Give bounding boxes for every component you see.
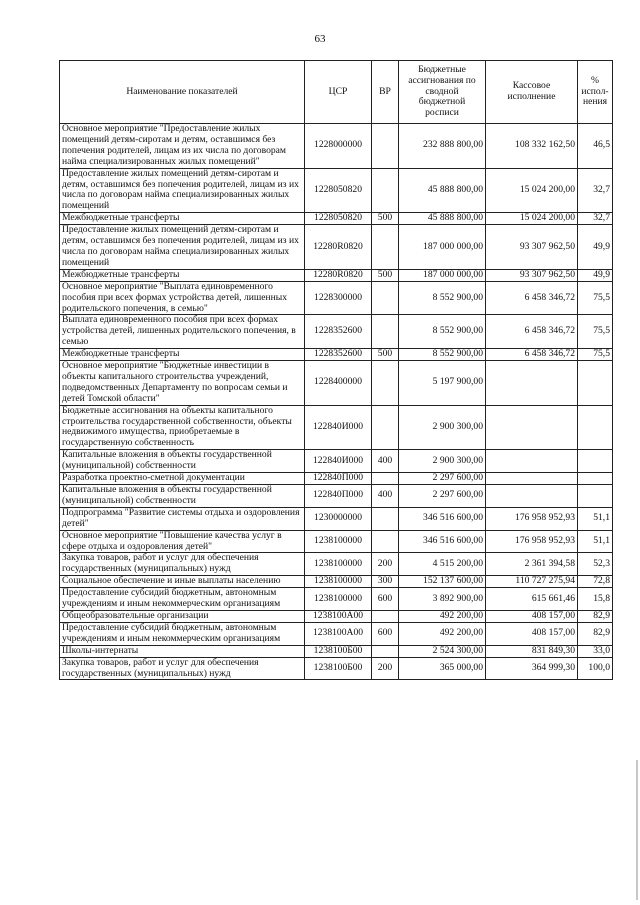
cell-name: Предоставление жилых помещений детям-сиротам и детям, оставшимся без попечения родителей, лицам из их числа по договорам найма специализированных жилых помещений <box>60 168 305 213</box>
cell-cash: 93 307 962,50 <box>486 269 578 281</box>
cell-budget: 5 197 900,00 <box>399 361 486 406</box>
cell-pct: 72,8 <box>578 576 613 588</box>
cell-budget: 2 297 600,00 <box>399 485 486 508</box>
cell-budget: 8 552 900,00 <box>399 349 486 361</box>
cell-cash <box>486 485 578 508</box>
cell-cash: 6 458 346,72 <box>486 349 578 361</box>
cell-pct: 33,0 <box>578 645 613 657</box>
cell-pct <box>578 485 613 508</box>
table-row <box>60 507 613 530</box>
cell-budget: 187 000 000,00 <box>399 225 486 270</box>
page-number: 63 <box>314 33 326 45</box>
cell-name: Школы-интернаты <box>60 645 305 657</box>
cell-budget: 2 900 300,00 <box>399 405 486 450</box>
budget-execution-table <box>59 60 613 680</box>
cell-name: Закупка товаров, работ и услуг для обеспечения государственных (муниципальных) нужд <box>60 553 305 576</box>
cell-cash: 110 727 275,94 <box>486 576 578 588</box>
cell-name: Межбюджетные трансферты <box>60 269 305 281</box>
table-row <box>60 553 613 576</box>
table-row <box>60 450 613 473</box>
cell-pct: 49,9 <box>578 269 613 281</box>
cell-name: Предоставление жилых помещений детям-сиротам и детям, оставшимся без попечения родителей, лицам из их числа по договорам найма специализированных жилых помещений <box>60 225 305 270</box>
cell-vr <box>372 124 399 169</box>
cell-cash: 15 024 200,00 <box>486 213 578 225</box>
table-row <box>60 124 613 169</box>
table-row <box>60 168 613 213</box>
cell-vr: 500 <box>372 269 399 281</box>
cell-vr: 500 <box>372 213 399 225</box>
cell-budget: 2 900 300,00 <box>399 450 486 473</box>
header-pct: % испол-нения <box>578 61 613 124</box>
cell-cash: 108 332 162,50 <box>486 124 578 169</box>
table-row <box>60 576 613 588</box>
cell-pct: 75,5 <box>578 281 613 315</box>
cell-csr: 1228050820 <box>305 168 372 213</box>
cell-name: Закупка товаров, работ и услуг для обеспечения государственных (муниципальных) нужд <box>60 657 305 680</box>
cell-name: Разработка проектно-сметной документации <box>60 473 305 485</box>
cell-cash: 93 307 962,50 <box>486 225 578 270</box>
cell-csr: 1228000000 <box>305 124 372 169</box>
cell-budget: 492 200,00 <box>399 622 486 645</box>
cell-name: Основное мероприятие "Выплата единовременного пособия при всех формах устройства детей, лишенных родительского попечения, в семью" <box>60 281 305 315</box>
cell-csr: 122840П000 <box>305 473 372 485</box>
cell-budget: 232 888 800,00 <box>399 124 486 169</box>
cell-vr <box>372 281 399 315</box>
cell-pct: 75,5 <box>578 349 613 361</box>
cell-name: Основное мероприятие "Повышение качества услуг в сфере отдыха и оздоровления детей" <box>60 530 305 553</box>
cell-vr <box>372 473 399 485</box>
cell-budget: 346 516 600,00 <box>399 507 486 530</box>
cell-pct: 32,7 <box>578 168 613 213</box>
cell-budget: 45 888 800,00 <box>399 213 486 225</box>
cell-name: Основное мероприятие "Предоставление жилых помещений детям-сиротам и детям, оставшимся без попечения родителей, лицам из их числа по договорам найма специализированных жилых помещений" <box>60 124 305 169</box>
cell-pct <box>578 450 613 473</box>
cell-vr <box>372 225 399 270</box>
cell-name: Предоставление субсидий бюджетным, автономным учреждениям и иным некоммерческим организациям <box>60 622 305 645</box>
table-row <box>60 473 613 485</box>
cell-csr: 1238100000 <box>305 588 372 611</box>
cell-csr: 12280R0820 <box>305 225 372 270</box>
cell-csr: 1238100А00 <box>305 610 372 622</box>
cell-pct <box>578 361 613 406</box>
cell-vr <box>372 168 399 213</box>
cell-vr: 500 <box>372 349 399 361</box>
cell-budget: 492 200,00 <box>399 610 486 622</box>
cell-budget: 2 297 600,00 <box>399 473 486 485</box>
cell-cash: 15 024 200,00 <box>486 168 578 213</box>
cell-vr <box>372 507 399 530</box>
cell-vr <box>372 405 399 450</box>
cell-pct: 15,8 <box>578 588 613 611</box>
cell-csr: 1228400000 <box>305 361 372 406</box>
cell-cash: 831 849,30 <box>486 645 578 657</box>
cell-name: Межбюджетные трансферты <box>60 349 305 361</box>
cell-name: Подпрограмма "Развитие системы отдыха и оздоровления детей" <box>60 507 305 530</box>
cell-budget: 4 515 200,00 <box>399 553 486 576</box>
table-row <box>60 281 613 315</box>
cell-cash: 6 458 346,72 <box>486 281 578 315</box>
cell-name: Предоставление субсидий бюджетным, автономным учреждениям и иным некоммерческим организациям <box>60 588 305 611</box>
cell-csr: 1238100Б00 <box>305 645 372 657</box>
cell-pct: 75,5 <box>578 315 613 349</box>
cell-csr: 122840И000 <box>305 405 372 450</box>
cell-budget: 8 552 900,00 <box>399 315 486 349</box>
table-row <box>60 645 613 657</box>
cell-csr: 1238100000 <box>305 553 372 576</box>
cell-pct: 32,7 <box>578 213 613 225</box>
cell-csr: 122840П000 <box>305 485 372 508</box>
cell-pct <box>578 405 613 450</box>
cell-vr <box>372 530 399 553</box>
cell-csr: 1228352600 <box>305 315 372 349</box>
cell-cash: 615 661,46 <box>486 588 578 611</box>
cell-csr: 1228352600 <box>305 349 372 361</box>
cell-budget: 152 137 600,00 <box>399 576 486 588</box>
table-row <box>60 269 613 281</box>
cell-cash: 408 157,00 <box>486 610 578 622</box>
table-body <box>60 124 613 680</box>
cell-budget: 2 524 300,00 <box>399 645 486 657</box>
cell-budget: 365 000,00 <box>399 657 486 680</box>
cell-budget: 45 888 800,00 <box>399 168 486 213</box>
cell-pct <box>578 473 613 485</box>
table-row <box>60 213 613 225</box>
cell-name: Межбюджетные трансферты <box>60 213 305 225</box>
cell-name: Капитальные вложения в объекты государственной (муниципальной) собственности <box>60 450 305 473</box>
table-row <box>60 225 613 270</box>
cell-vr <box>372 610 399 622</box>
cell-budget: 8 552 900,00 <box>399 281 486 315</box>
cell-cash <box>486 405 578 450</box>
cell-csr: 122840И000 <box>305 450 372 473</box>
cell-pct: 51,1 <box>578 507 613 530</box>
scan-edge-mark <box>636 760 638 900</box>
table-row <box>60 361 613 406</box>
cell-vr: 600 <box>372 588 399 611</box>
header-vr: ВР <box>372 61 399 124</box>
cell-vr: 600 <box>372 622 399 645</box>
cell-cash: 6 458 346,72 <box>486 315 578 349</box>
cell-cash: 176 958 952,93 <box>486 507 578 530</box>
cell-pct: 82,9 <box>578 622 613 645</box>
cell-vr: 300 <box>372 576 399 588</box>
cell-csr: 1238100Б00 <box>305 657 372 680</box>
header-name: Наименование показателей <box>60 61 305 124</box>
cell-pct: 82,9 <box>578 610 613 622</box>
table-row <box>60 349 613 361</box>
cell-vr: 400 <box>372 450 399 473</box>
cell-name: Выплата единовременного пособия при всех формах устройства детей, лишенных родительского попечения, в семью <box>60 315 305 349</box>
cell-pct: 46,5 <box>578 124 613 169</box>
header-csr: ЦСР <box>305 61 372 124</box>
header-budget: Бюджетные ассигнования по сводной бюджетной росписи <box>399 61 486 124</box>
cell-vr: 200 <box>372 657 399 680</box>
table-row <box>60 315 613 349</box>
cell-cash: 2 361 394,58 <box>486 553 578 576</box>
cell-vr <box>372 361 399 406</box>
cell-cash: 408 157,00 <box>486 622 578 645</box>
cell-pct: 51,1 <box>578 530 613 553</box>
cell-pct: 100,0 <box>578 657 613 680</box>
cell-name: Капитальные вложения в объекты государственной (муниципальной) собственности <box>60 485 305 508</box>
header-cash: Кассовое исполнение <box>486 61 578 124</box>
cell-csr: 12280R0820 <box>305 269 372 281</box>
cell-cash <box>486 473 578 485</box>
cell-csr: 1228050820 <box>305 213 372 225</box>
table-row <box>60 588 613 611</box>
cell-name: Основное мероприятие "Бюджетные инвестиции в объекты капитального строительства учреждений, подведомственных Департаменту по вопросам семьи и детей Томской области" <box>60 361 305 406</box>
cell-name: Социальное обеспечение и иные выплаты населению <box>60 576 305 588</box>
cell-name: Общеобразовательные организации <box>60 610 305 622</box>
table-row <box>60 657 613 680</box>
cell-pct: 52,3 <box>578 553 613 576</box>
cell-cash <box>486 450 578 473</box>
table-row <box>60 405 613 450</box>
table-header-row <box>60 61 613 124</box>
cell-csr: 1238100А00 <box>305 622 372 645</box>
cell-vr <box>372 645 399 657</box>
cell-csr: 1238100000 <box>305 576 372 588</box>
cell-cash <box>486 361 578 406</box>
cell-budget: 346 516 600,00 <box>399 530 486 553</box>
cell-budget: 3 892 900,00 <box>399 588 486 611</box>
cell-cash: 176 958 952,93 <box>486 530 578 553</box>
table-row <box>60 485 613 508</box>
cell-budget: 187 000 000,00 <box>399 269 486 281</box>
cell-vr: 200 <box>372 553 399 576</box>
cell-csr: 1230000000 <box>305 507 372 530</box>
cell-csr: 1228300000 <box>305 281 372 315</box>
cell-vr <box>372 315 399 349</box>
table-row <box>60 610 613 622</box>
table-row <box>60 622 613 645</box>
cell-csr: 1238100000 <box>305 530 372 553</box>
table-row <box>60 530 613 553</box>
cell-name: Бюджетные ассигнования на объекты капитального строительства государственной собственности, объекты недвижимого имущества, приобретаемые в государственную собственность <box>60 405 305 450</box>
cell-vr: 400 <box>372 485 399 508</box>
cell-pct: 49,9 <box>578 225 613 270</box>
cell-cash: 364 999,30 <box>486 657 578 680</box>
